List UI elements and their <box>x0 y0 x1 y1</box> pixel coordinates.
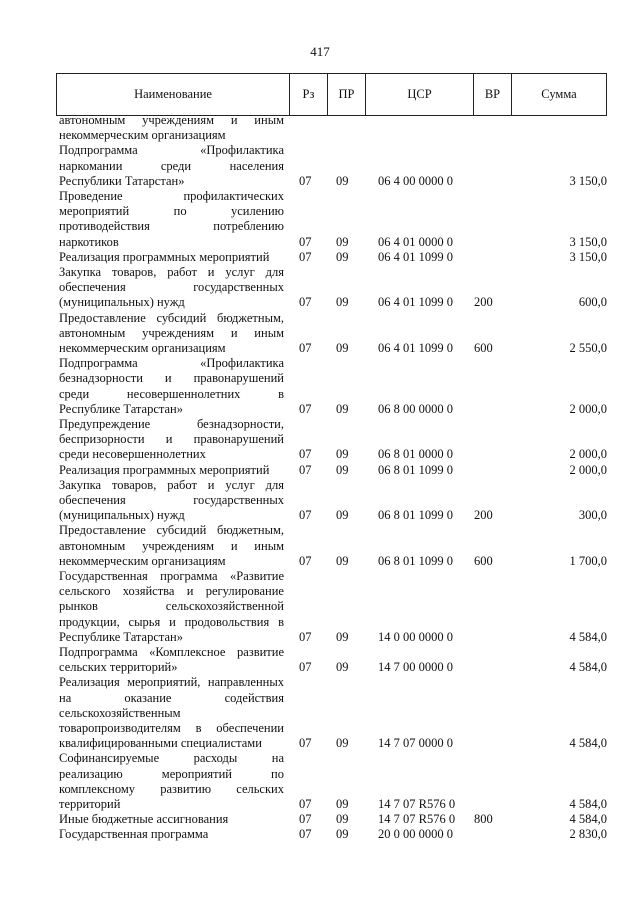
row-name-line: Республики Татарстан» <box>59 173 185 188</box>
row-rz: 07 <box>299 812 312 827</box>
row-name-line: на оказание содействия <box>59 690 284 705</box>
row-pr: 09 <box>336 462 349 477</box>
row-name-line: Софинансируемые расходы на <box>59 751 284 766</box>
row-sum: 3 150,0 <box>569 249 607 264</box>
row-name-line: Иные бюджетные ассигнования <box>59 812 229 827</box>
row-rz: 07 <box>299 340 312 355</box>
row-pr: 09 <box>336 401 349 416</box>
row-vr: 800 <box>474 812 493 827</box>
row-sum: 4 584,0 <box>569 736 607 751</box>
row-rz: 07 <box>299 295 312 310</box>
row-name-line: Подпрограмма «Профилактика <box>59 356 284 371</box>
page-number: 417 <box>310 44 330 59</box>
row-csr: 06 4 01 1099 0 <box>378 295 453 310</box>
row-name <box>59 250 284 265</box>
row-name-line: наркотиков <box>59 234 119 249</box>
row-name-line: сельскохозяйственным <box>59 705 181 720</box>
row-vr: 200 <box>474 508 493 523</box>
row-csr: 06 4 01 0000 0 <box>378 234 453 249</box>
row-name-line: автономным учреждениям и иным <box>59 113 284 127</box>
row-name <box>59 645 284 675</box>
row-pr: 09 <box>336 827 349 842</box>
row-rz: 07 <box>299 249 312 264</box>
row-rz: 07 <box>299 508 312 523</box>
header-csr: ЦСР <box>365 74 473 115</box>
row-name-line: некоммерческим организациям <box>59 553 226 568</box>
row-name-line: Государственная программа <box>59 827 209 842</box>
row-name <box>59 827 284 842</box>
row-pr: 09 <box>336 660 349 675</box>
row-name <box>59 189 284 250</box>
row-sum: 2 000,0 <box>569 401 607 416</box>
row-name-line: Подпрограмма «Комплексное развитие <box>59 645 284 659</box>
header-pr: ПР <box>327 74 365 115</box>
row-name <box>59 569 284 645</box>
row-name-line: автономным учреждениям и иным <box>59 538 284 553</box>
row-pr: 09 <box>336 736 349 751</box>
row-name-line: Закупка товаров, работ и услуг для <box>59 477 284 492</box>
row-name-line: среди несовершеннолетних <box>59 447 206 462</box>
row-name-line: Подпрограмма «Профилактика <box>59 143 284 158</box>
row-name-line: Республике Татарстан» <box>59 629 183 644</box>
row-rz: 07 <box>299 447 312 462</box>
row-vr: 600 <box>474 340 493 355</box>
row-csr: 14 0 00 0000 0 <box>378 629 453 644</box>
row-rz: 07 <box>299 827 312 842</box>
header-sum: Сумма <box>511 74 607 115</box>
row-pr: 09 <box>336 249 349 264</box>
row-sum: 3 150,0 <box>569 234 607 249</box>
row-name-line: некоммерческим организациям <box>59 341 226 355</box>
row-name-line: (муниципальных) нужд <box>59 508 185 523</box>
row-name-line: (муниципальных) нужд <box>59 295 185 310</box>
row-sum: 4 584,0 <box>569 660 607 675</box>
table-header <box>56 73 607 116</box>
row-rz: 07 <box>299 736 312 751</box>
row-rz: 07 <box>299 401 312 416</box>
row-sum: 4 584,0 <box>569 629 607 644</box>
row-rz: 07 <box>299 462 312 477</box>
row-rz: 07 <box>299 796 312 811</box>
row-name-line: обеспечения государственных <box>59 280 284 295</box>
row-csr: 14 7 07 0000 0 <box>378 736 453 751</box>
row-csr: 06 8 01 0000 0 <box>378 447 453 462</box>
row-name <box>59 311 284 357</box>
row-name <box>59 356 284 417</box>
row-sum: 4 584,0 <box>569 796 607 811</box>
row-pr: 09 <box>336 234 349 249</box>
row-pr: 09 <box>336 508 349 523</box>
row-name-line: Реализация программных мероприятий <box>59 462 270 477</box>
row-name-line: некоммерческим организациям <box>59 128 226 143</box>
row-pr: 09 <box>336 447 349 462</box>
row-name-line: Государственная программа «Развитие <box>59 569 284 583</box>
row-name-line: Проведение профилактических <box>59 189 284 203</box>
row-name-line: Предоставление субсидий бюджетным, <box>59 310 284 325</box>
row-name-line: рынков сельскохозяйственной <box>59 599 284 614</box>
row-name-line: обеспечения государственных <box>59 493 284 507</box>
row-pr: 09 <box>336 173 349 188</box>
header-name: Наименование <box>56 74 289 115</box>
row-name-line: беспризорности и правонарушений <box>59 432 284 447</box>
row-name-line: наркомании среди населения <box>59 158 284 173</box>
row-rz: 07 <box>299 629 312 644</box>
row-name-line: территорий <box>59 797 121 811</box>
row-pr: 09 <box>336 796 349 811</box>
row-name-line: сельских территорий» <box>59 660 178 675</box>
row-name-line: квалифицированными специалистами <box>59 736 262 751</box>
row-name-line: среди несовершеннолетних в <box>59 386 284 401</box>
row-name-line: Республике Татарстан» <box>59 401 183 416</box>
row-name <box>59 523 284 569</box>
row-sum: 2 830,0 <box>569 827 607 842</box>
row-name-line: товаропроизводителям в обеспечении <box>59 721 284 735</box>
row-csr: 06 4 00 0000 0 <box>378 173 453 188</box>
row-name-line: комплексному развитию сельских <box>59 781 284 796</box>
row-sum: 300,0 <box>578 508 607 523</box>
row-csr: 14 7 07 R576 0 <box>378 796 456 811</box>
row-name <box>59 478 284 524</box>
row-csr: 06 8 00 0000 0 <box>378 401 453 416</box>
row-name <box>59 463 284 478</box>
row-name <box>59 113 284 143</box>
row-csr: 14 7 00 0000 0 <box>378 660 453 675</box>
row-name-line: автономным учреждениям и иным <box>59 325 284 340</box>
row-rz: 07 <box>299 660 312 675</box>
row-name-line: продукции, сырья и продовольствия в <box>59 614 284 629</box>
row-name-line: Реализация мероприятий, направленных <box>59 675 284 690</box>
row-name-line: безнадзорности и правонарушений <box>59 371 284 386</box>
row-name <box>59 143 284 189</box>
row-name-line: Предоставление субсидий бюджетным, <box>59 523 284 538</box>
row-csr: 06 8 01 1099 0 <box>378 508 453 523</box>
row-vr: 200 <box>474 295 493 310</box>
row-sum: 600,0 <box>578 295 607 310</box>
row-name <box>59 751 284 812</box>
row-csr: 06 8 01 1099 0 <box>378 462 453 477</box>
row-rz: 07 <box>299 234 312 249</box>
row-csr: 06 8 01 1099 0 <box>378 553 453 568</box>
row-sum: 2 000,0 <box>569 447 607 462</box>
row-name-line: мероприятий по усилению <box>59 204 284 219</box>
row-sum: 2 550,0 <box>569 340 607 355</box>
row-name <box>59 417 284 463</box>
row-name <box>59 812 284 827</box>
row-name-line: сельского хозяйства и регулирование <box>59 584 284 599</box>
row-pr: 09 <box>336 295 349 310</box>
row-name <box>59 675 284 751</box>
row-csr: 06 4 01 1099 0 <box>378 249 453 264</box>
row-name-line: противодействия потреблению <box>59 219 284 234</box>
row-csr: 14 7 07 R576 0 <box>378 812 456 827</box>
row-name <box>59 265 284 311</box>
row-name-line: реализацию мероприятий по <box>59 766 284 781</box>
row-rz: 07 <box>299 553 312 568</box>
row-vr: 600 <box>474 553 493 568</box>
row-pr: 09 <box>336 553 349 568</box>
row-name-line: Предупреждение безнадзорности, <box>59 417 284 431</box>
row-name-line: Закупка товаров, работ и услуг для <box>59 265 284 279</box>
row-sum: 1 700,0 <box>569 553 607 568</box>
row-sum: 3 150,0 <box>569 173 607 188</box>
header-vr: ВР <box>473 74 511 115</box>
row-csr: 20 0 00 0000 0 <box>378 827 453 842</box>
row-sum: 2 000,0 <box>569 462 607 477</box>
row-csr: 06 4 01 1099 0 <box>378 340 453 355</box>
row-pr: 09 <box>336 340 349 355</box>
row-name-line: Реализация программных мероприятий <box>59 249 270 264</box>
header-rz: Рз <box>289 74 327 115</box>
row-sum: 4 584,0 <box>569 812 607 827</box>
row-pr: 09 <box>336 629 349 644</box>
row-pr: 09 <box>336 812 349 827</box>
row-rz: 07 <box>299 173 312 188</box>
